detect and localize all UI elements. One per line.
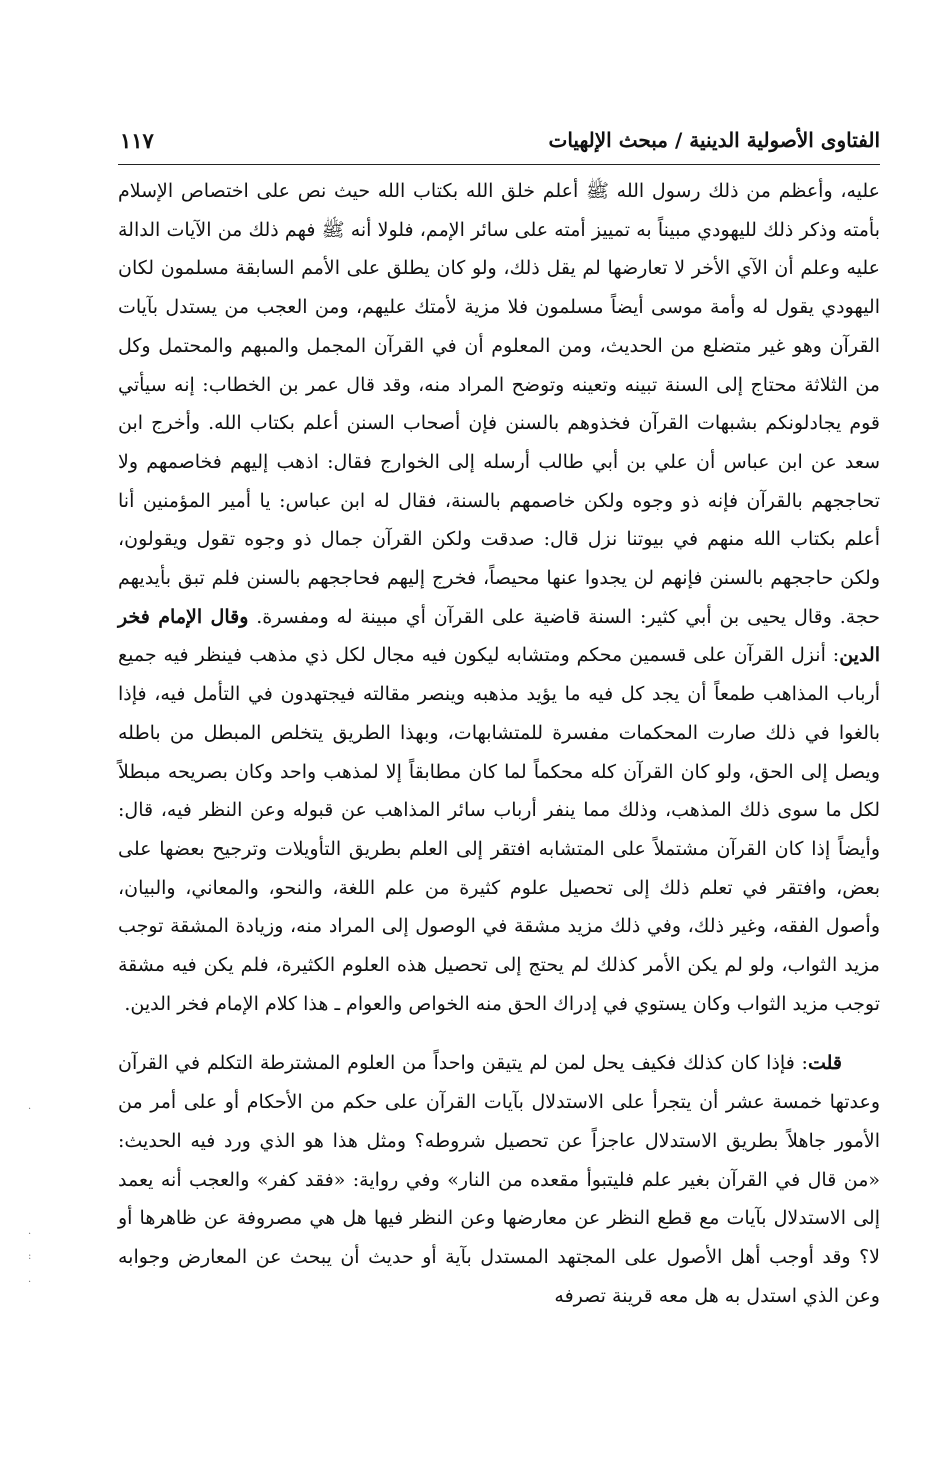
header-title: الفتاوى الأصولية الدينية / مبحث الإلهيات: [548, 128, 880, 152]
paragraph-gap: [118, 1023, 880, 1044]
paragraph-2-lead: قلت: [807, 1052, 842, 1075]
page-number: ١١٧: [120, 128, 154, 153]
paragraph-1-text-a: عليه، وأعظم من ذلك رسول الله ﷺ أعلم خلق الله بكتاب الله حيث نص على اختصاص الإسلام بأمته وذكر ذلك لليهودي مبيناً به تمييز أمته على سائر الإمم، فلولا أنه ﷺ فهم ذلك من الآيات الدالة عليه وعلم أن الآي الأخر لا تعارضها لم يقل ذلك، ولو كان يطلق على الأمم السابقة مسلمون لكان اليهودي يقول له وأمة موسى أيضاً مسلمون فلا مزية لأمتك عليهم، ومن العجب من يستدل بآيات القرآن وهو غير متضلع من الحديث، ومن المعلوم أن في القرآن المجمل والمبهم والمحتمل وكل من الثلاثة محتاج إلى السنة تبينه وتعينه وتوضح المراد منه، وقد قال عمر بن الخطاب: إنه سيأتي قوم يجادلونكم بشبهات القرآن فخذوهم بالسنن فإن أصحاب السنن أعلم بكتاب الله. وأخرج ابن سعد عن ابن عباس أن علي بن أبي طالب أرسله إلى الخوارج فقال: اذهب إليهم فخاصمهم ولا تحاججهم بالقرآن فإنه ذو وجوه ولكن خاصمهم بالسنة، فقال له ابن عباس: يا أمير المؤمنين أنا أعلم بكتاب الله منهم في بيوتنا نزل قال: صدقت ولكن القرآن جمال ذو وجوه تقول ويقولون، ولكن حاججهم بالسنن فإنهم لن يجدوا عنها محيصاً، فخرج إليهم فحاججهم بالسنن فلم تبق بأيديهم حجة. وقال يحيى بن أبي كثير: السنة قاضية على القرآن أي مبينة له ومفسرة.: [118, 180, 880, 628]
margin-mark: :: [28, 1251, 32, 1262]
paragraph-2: [118, 1044, 880, 1315]
paragraph-1: [118, 172, 880, 1023]
paragraph-1-text-b: : أنزل القرآن على قسمين محكم ومتشابه ليكون فيه مجال لكل ذي مذهب فينظر فيه جميع أرباب المذاهب طمعاً أن يجد كل فيه ما يؤيد مذهبه وينصر مقالته فيجتهدون في التأمل فيه، فإذا بالغوا في ذلك صارت المحكمات مفسرة للمتشابهات، وبهذا الطريق يتخلص المبطل من باطله ويصل إلى الحق، ولو كان القرآن كله محكماً لما كان مطابقاً إلا لمذهب واحد وكان بصريحه مبطلاً لكل ما سوى ذلك المذهب، وذلك مما ينفر أرباب سائر المذاهب عن قبوله وعن النظر فيه، قال: وأيضاً إذا كان القرآن مشتملاً على المتشابه افتقر إلى العلم بطريق التأويلات وترجيح بعضها على بعض، وافتقر في تعلم ذلك إلى تحصيل علوم كثيرة من علم اللغة، والنحو، والمعاني، والبيان، وأصول الفقه، وغير ذلك، وفي ذلك مزيد مشقة في الوصول إلى المراد منه، وزيادة المشقة توجب مزيد الثواب، ولو لم يكن الأمر كذلك لم يحتج إلى تحصيل هذه العلوم الكثيرة، فلم يكن فيه مشقة توجب مزيد الثواب وكان يستوي في إدراك الحق منه الخواص والعوام ـ هذا كلام الإمام فخر الدين.: [118, 644, 880, 1015]
body-text: [118, 172, 880, 1315]
margin-mark: ·: [28, 1104, 32, 1115]
margin-mark: ·: [28, 1229, 32, 1240]
imam-fakhr-al-din-phrase: وقال الإمام فخر الدين: [118, 605, 880, 667]
paragraph-2-text: : فإذا كان كذلك فكيف يحل لمن لم يتيقن واحداً من العلوم المشترطة التكلم في القرآن وعدتها خمسة عشر أن يتجرأ على الاستدلال بآيات القرآن على حكم من الأحكام أو على أمر من الأمور جاهلاً بطريق الاستدلال عاجزاً عن تحصيل شروطه؟ ومثل هذا هو الذي ورد فيه الحديث: «من قال في القرآن بغير علم فليتبوأ مقعده من النار» وفي رواية: «فقد كفر» والعجب أنه يعمد إلى الاستدلال بآيات مع قطع النظر عن معارضها وعن النظر فيها هل هي مصروفة عن ظاهرها أو لا؟ وقد أوجب أهل الأصول على المجتهد المستدل بآية أو حديث أن يبحث عن المعارض وجوابه وعن الذي استدل به هل معه قرينة تصرفه: [118, 1052, 880, 1307]
running-header: [118, 124, 880, 165]
margin-mark: ·: [28, 1277, 32, 1288]
